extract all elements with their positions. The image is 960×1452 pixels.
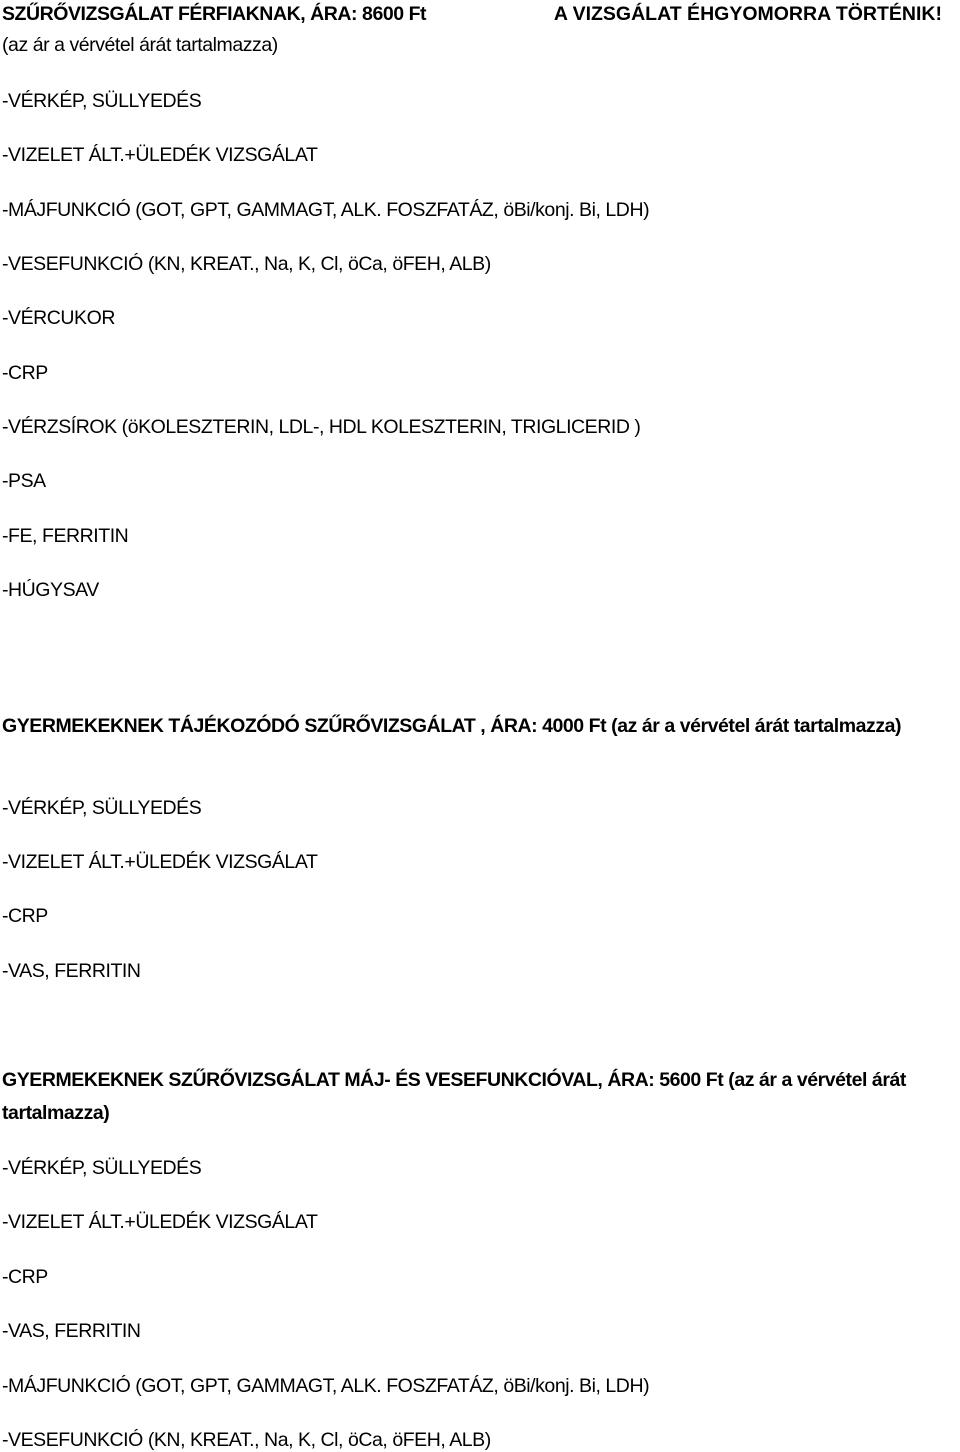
list-item: -VÉRCUKOR [2, 307, 115, 329]
list-item: -VÉRKÉP, SÜLLYEDÉS [2, 1157, 202, 1179]
list-item: -VAS, FERRITIN [2, 960, 141, 982]
list-item: -FE, FERRITIN [2, 525, 129, 547]
list-item: -VAS, FERRITIN [2, 1320, 141, 1342]
list-item: -MÁJFUNKCIÓ (GOT, GPT, GAMMAGT, ALK. FOSZFATÁZ, öBi/konj. Bi, LDH) [2, 1375, 650, 1397]
list-item: -VÉRZSÍROK (öKOLESZTERIN, LDL-, HDL KOLESZTERIN, TRIGLICERID ) [2, 416, 641, 438]
list-item: -VESEFUNKCIÓ (KN, KREAT., Na, K, Cl, öCa, öFEH, ALB) [2, 253, 491, 275]
men-screening-subtitle: (az ár a vérvétel árát tartalmazza) [2, 34, 278, 56]
list-item: -VIZELET ÁLT.+ÜLEDÉK VIZSGÁLAT [2, 144, 318, 166]
fasting-notice: A VIZSGÁLAT ÉHGYOMORRA TÖRTÉNIK! [553, 3, 942, 25]
list-item: -VIZELET ÁLT.+ÜLEDÉK VIZSGÁLAT [2, 1211, 318, 1233]
list-item: -CRP [2, 362, 48, 384]
list-item: -CRP [2, 1266, 48, 1288]
list-item: -HÚGYSAV [2, 579, 99, 601]
children-basic-screening-title: GYERMEKEKNEK TÁJÉKOZÓDÓ SZŰRŐVIZSGÁLAT , ÁRA: 4000 Ft (az ár a vérvétel árát tartalmazza) [2, 715, 902, 737]
list-item: -VESEFUNKCIÓ (KN, KREAT., Na, K, Cl, öCa, öFEH, ALB) [2, 1429, 491, 1451]
men-screening-title: SZŰRŐVIZSGÁLAT FÉRFIAKNAK, ÁRA: 8600 Ft [2, 3, 427, 25]
children-full-screening-title-cont: tartalmazza) [2, 1102, 110, 1124]
list-item: -VÉRKÉP, SÜLLYEDÉS [2, 90, 202, 112]
list-item: -PSA [2, 470, 46, 492]
list-item: -VÉRKÉP, SÜLLYEDÉS [2, 797, 202, 819]
children-full-screening-title: GYERMEKEKNEK SZŰRŐVIZSGÁLAT MÁJ- ÉS VESEFUNKCIÓVAL, ÁRA: 5600 Ft (az ár a vérvétel árát [2, 1069, 906, 1091]
list-item: -VIZELET ÁLT.+ÜLEDÉK VIZSGÁLAT [2, 851, 318, 873]
list-item: -MÁJFUNKCIÓ (GOT, GPT, GAMMAGT, ALK. FOSZFATÁZ, öBi/konj. Bi, LDH) [2, 199, 650, 221]
list-item: -CRP [2, 905, 48, 927]
